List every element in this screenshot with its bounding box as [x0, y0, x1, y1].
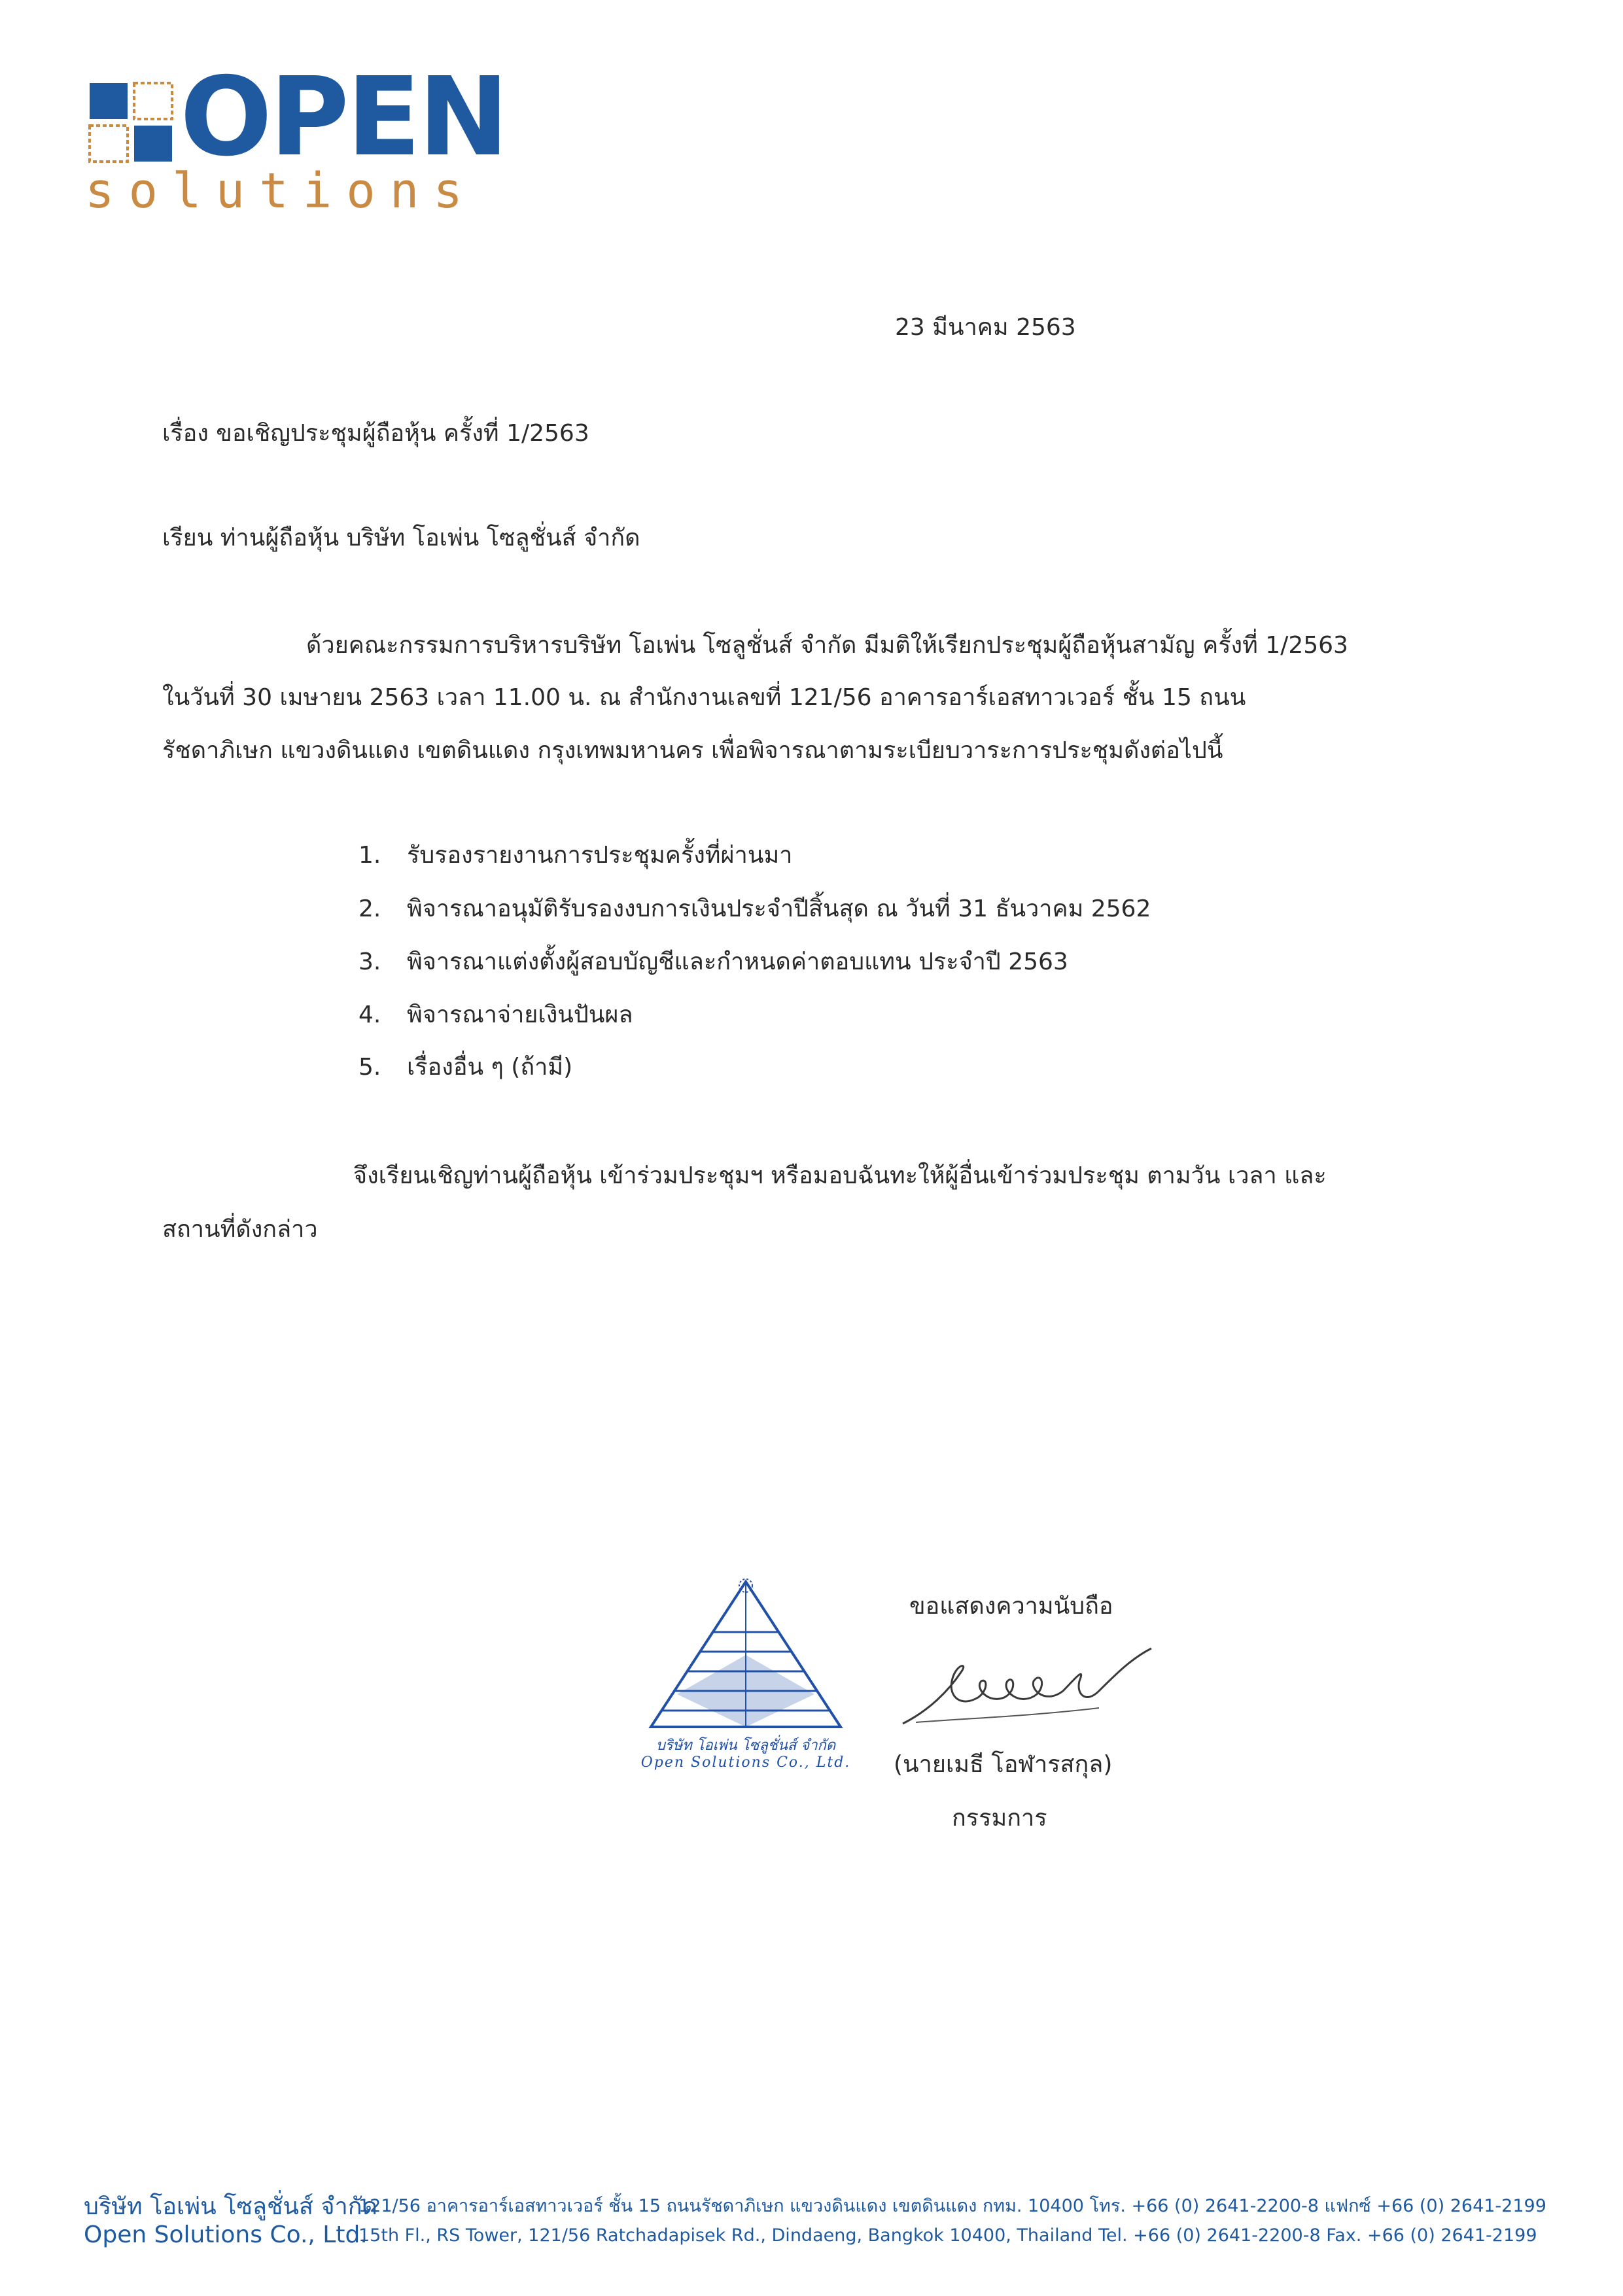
agenda-item-text: เรื่องอื่น ๆ (ถ้ามี): [407, 1054, 573, 1081]
agenda-item-text: พิจารณาแต่งตั้งผู้สอบบัญชีและกำหนดค่าตอบแทน ประจำปี 2563: [407, 948, 1068, 975]
logo-squares-icon: [88, 82, 173, 164]
logo-word-open: OPEN: [180, 54, 507, 181]
company-logo: [82, 54, 507, 219]
agenda-item-number: 2.: [358, 896, 381, 922]
agenda-item: [358, 897, 381, 921]
intro-line-1: ด้วยคณะกรรมการบริหารบริษัท โอเพ่น โซลูชั่นส์ จำกัด มีมติให้เรียกประชุมผู้ถือหุ้นสามัญ ครั้งที่ 1/2563: [306, 632, 1348, 659]
intro-line-3: รัชดาภิเษก แขวงดินแดง เขตดินแดง กรุงเทพมหานคร เพื่อพิจารณาตามระเบียบวาระการประชุมดังต่อไปนี้: [162, 737, 1223, 764]
company-seal: [638, 1576, 854, 1779]
footer-company-name-en: Open Solutions Co., Ltd.: [84, 2221, 368, 2248]
letter-date: 23 มีนาคม 2563: [895, 314, 1076, 341]
seal-text-en: Open Solutions Co., Ltd.: [640, 1754, 851, 1771]
agenda-item-number: 3.: [358, 948, 381, 975]
agenda-item-number: 4.: [358, 1001, 381, 1028]
agenda-item: [358, 844, 381, 867]
footer-address-en: 15th Fl., RS Tower, 121/56 Ratchadapisek Rd., Dindaeng, Bangkok 10400, Thailand Tel. +66 (0) 2641-2200-8 Fax. +66 (0) 2641-2199: [358, 2225, 1537, 2246]
logo-word-solutions: solutions: [85, 163, 477, 219]
agenda-item-text: พิจารณาจ่ายเงินปันผล: [407, 1001, 633, 1028]
agenda-item: [358, 1003, 381, 1027]
agenda-item-text: รับรองรายงานการประชุมครั้งที่ผ่านมา: [407, 842, 793, 869]
agenda-item: [358, 1056, 381, 1079]
signature-image: [890, 1645, 1171, 1743]
signer-name: (นายเมธี โอฬารสกุล): [894, 1751, 1113, 1778]
letter-subject: เรื่อง ขอเชิญประชุมผู้ถือหุ้น ครั้งที่ 1/2563: [162, 420, 589, 447]
footer-address-th: 121/56 อาคารอาร์เอสทาวเวอร์ ชั้น 15 ถนนรัชดาภิเษก แขวงดินแดง เขตดินแดง กทม. 10400 โทร. +66 (0) 2641-2200-8 แฟกซ์ +66 (0) 2641-2199: [358, 2196, 1546, 2216]
closing-line-2: สถานที่ดังกล่าว: [162, 1216, 318, 1243]
closing-line-1: จึงเรียนเชิญท่านผู้ถือหุ้น เข้าร่วมประชุมฯ หรือมอบฉันทะให้ผู้อื่นเข้าร่วมประชุม ตามวัน เวลา และ: [353, 1162, 1327, 1189]
seal-text-th: บริษัท โอเพ่น โซลูชั่นส์ จำกัด: [655, 1737, 836, 1754]
letter-salutation: เรียน ท่านผู้ถือหุ้น บริษัท โอเพ่น โซลูชั่นส์ จำกัด: [162, 525, 640, 551]
agenda-item-number: 5.: [358, 1054, 381, 1081]
signer-title: กรรมการ: [952, 1805, 1047, 1832]
agenda-item-number: 1.: [358, 842, 381, 869]
agenda-item: [358, 950, 381, 974]
intro-line-2: ในวันที่ 30 เมษายน 2563 เวลา 11.00 น. ณ สำนักงานเลขที่ 121/56 อาคารอาร์เอสทาวเวอร์ ชั้น 15 ถนน: [162, 684, 1246, 711]
footer-company-name-th: บริษัท โอเพ่น โซลูชั่นส์ จำกัด: [84, 2193, 377, 2220]
seal-pyramid-icon: [638, 1576, 854, 1733]
sign-off: ขอแสดงความนับถือ: [909, 1593, 1113, 1620]
agenda-item-text: พิจารณาอนุมัติรับรองงบการเงินประจำปีสิ้นสุด ณ วันที่ 31 ธันวาคม 2562: [407, 896, 1151, 922]
